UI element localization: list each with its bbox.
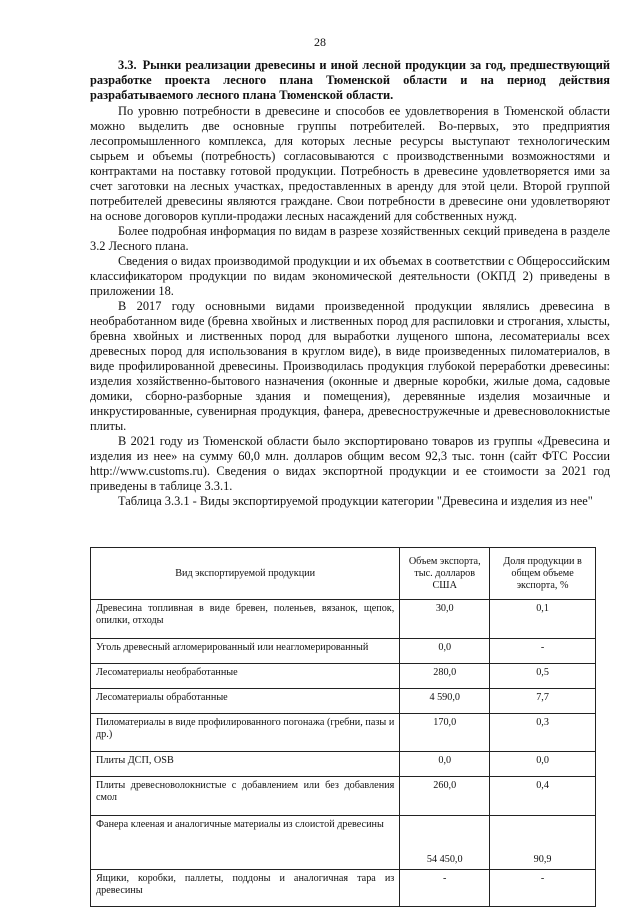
table-row xyxy=(91,752,596,777)
document-body xyxy=(90,58,610,509)
table-header-row xyxy=(91,548,596,600)
cell-product: Древесина топливная в виде бревен, поленьев, вязанок, щепок, опилки, отходы xyxy=(91,600,400,639)
cell-volume: 0,0 xyxy=(400,639,490,664)
table-caption: Таблица 3.3.1 - Виды экспортируемой продукции категории "Древесина и изделия из нее" xyxy=(118,494,593,508)
paragraph-production-2017: В 2017 году основными видами произведенной продукции являлись древесина в необработанном виде (бревна хвойных и лиственных пород для распиловки и строгания, хлысты, бревна хвойных и лиственных пород для выработки лущеного шпона, лесоматериалы всех древесных пород для использования в круглом виде), в виде произведенных пиломатериалов, в виде профилированной древесины. Производилась продукция глубокой переработки древесины: изделия хозяйственно-бытового назначения (оконные и дверные коробки, жилые дома, садовые домики, сборно-разборные здания и помещения), деревянные изделия мозаичные и инкрустированные, сувенирная продукция, фанера, древесностружечные и древесноволокнистые плиты. xyxy=(90,299,610,433)
cell-volume: 280,0 xyxy=(400,664,490,689)
table-row xyxy=(91,600,596,639)
table-row xyxy=(91,870,596,907)
cell-share: 90,9 xyxy=(490,816,596,870)
paragraph-okpd: Сведения о видах производимой продукции и их объемах в соответствии с Общероссийским классификатором продукции по видам экономической деятельности (ОКПД 2) приведены в приложении 18. xyxy=(90,254,610,298)
table-row xyxy=(91,777,596,816)
cell-product: Ящики, коробки, паллеты, поддоны и аналогичная тара из древесины xyxy=(91,870,400,907)
cell-product: Лесоматериалы необработанные xyxy=(91,664,400,689)
cell-volume: 4 590,0 xyxy=(400,689,490,714)
cell-volume: - xyxy=(400,870,490,907)
table-row xyxy=(91,664,596,689)
cell-volume: 54 450,0 xyxy=(400,816,490,870)
cell-share: 7,7 xyxy=(490,689,596,714)
cell-share: - xyxy=(490,870,596,907)
table-row xyxy=(91,689,596,714)
table-row xyxy=(91,714,596,752)
cell-volume: 30,0 xyxy=(400,600,490,639)
cell-volume: 170,0 xyxy=(400,714,490,752)
page-number: 28 xyxy=(314,35,326,49)
cell-share: 0,0 xyxy=(490,752,596,777)
cell-share: 0,5 xyxy=(490,664,596,689)
cell-share: 0,4 xyxy=(490,777,596,816)
cell-volume: 260,0 xyxy=(400,777,490,816)
cell-product: Пиломатериалы в виде профилированного погонажа (гребни, пазы и др.) xyxy=(91,714,400,752)
table-row xyxy=(91,816,596,870)
cell-share: - xyxy=(490,639,596,664)
export-table xyxy=(90,547,596,907)
header-share: Доля продукции в общем объеме экспорта, % xyxy=(490,548,596,600)
section-number: 3.3. xyxy=(118,58,137,72)
cell-volume: 0,0 xyxy=(400,752,490,777)
cell-product: Плиты ДСП, OSB xyxy=(91,752,400,777)
section-title: Рынки реализации древесины и иной лесной продукции за год, предшествующий разработке проекта лесного плана Тюменской области и на период действия разрабатываемого лесного плана Тюменской области. xyxy=(90,58,610,102)
header-product: Вид экспортируемой продукции xyxy=(91,548,400,600)
table-row xyxy=(91,639,596,664)
cell-product: Уголь древесный агломерированный или неагломерированный xyxy=(91,639,400,664)
cell-share: 0,3 xyxy=(490,714,596,752)
cell-product: Фанера клееная и аналогичные материалы из слоистой древесины xyxy=(91,816,400,870)
section-heading xyxy=(90,58,610,103)
cell-product: Лесоматериалы обработанные xyxy=(91,689,400,714)
paragraph-consumers: По уровню потребности в древесине и способов ее удовлетворения в Тюменской области можно выделить две основные группы потребителей. Во-первых, это предприятия лесопромышленного комплекса, для которых лесные ресурсы выступают технологическим сырьем и объемы (потребность) согласовываются с производственными возможностями и контрактами на поставку готовой продукции. Потребность в древесине удовлетворяется ими за счет заготовки на лесных участках, предоставленных в аренду для этой цели. Второй группой потребителей древесины являются граждане. Свои потребности в древесине они удовлетворяют на основе договоров купли-продажи лесных насаждений для собственных нужд. xyxy=(90,104,610,223)
cell-share: 0,1 xyxy=(490,600,596,639)
paragraph-export-2021: В 2021 году из Тюменской области было экспортировано товаров из группы «Древесина и изделия из нее» на сумму 60,0 млн. долларов общим весом 92,3 тыс. тонн (сайт ФТС России http://www.customs.ru). Сведения о видах экспортной продукции и ее стоимости за 2021 год приведены в таблице 3.3.1. xyxy=(90,434,610,493)
header-volume: Объем экспорта, тыс. долларов США xyxy=(400,548,490,600)
paragraph-reference: Более подробная информация по видам в разрезе хозяйственных секций приведена в разделе 3.2 Лесного плана. xyxy=(90,224,610,253)
cell-product: Плиты древесноволокнистые с добавлением или без добавления смол xyxy=(91,777,400,816)
